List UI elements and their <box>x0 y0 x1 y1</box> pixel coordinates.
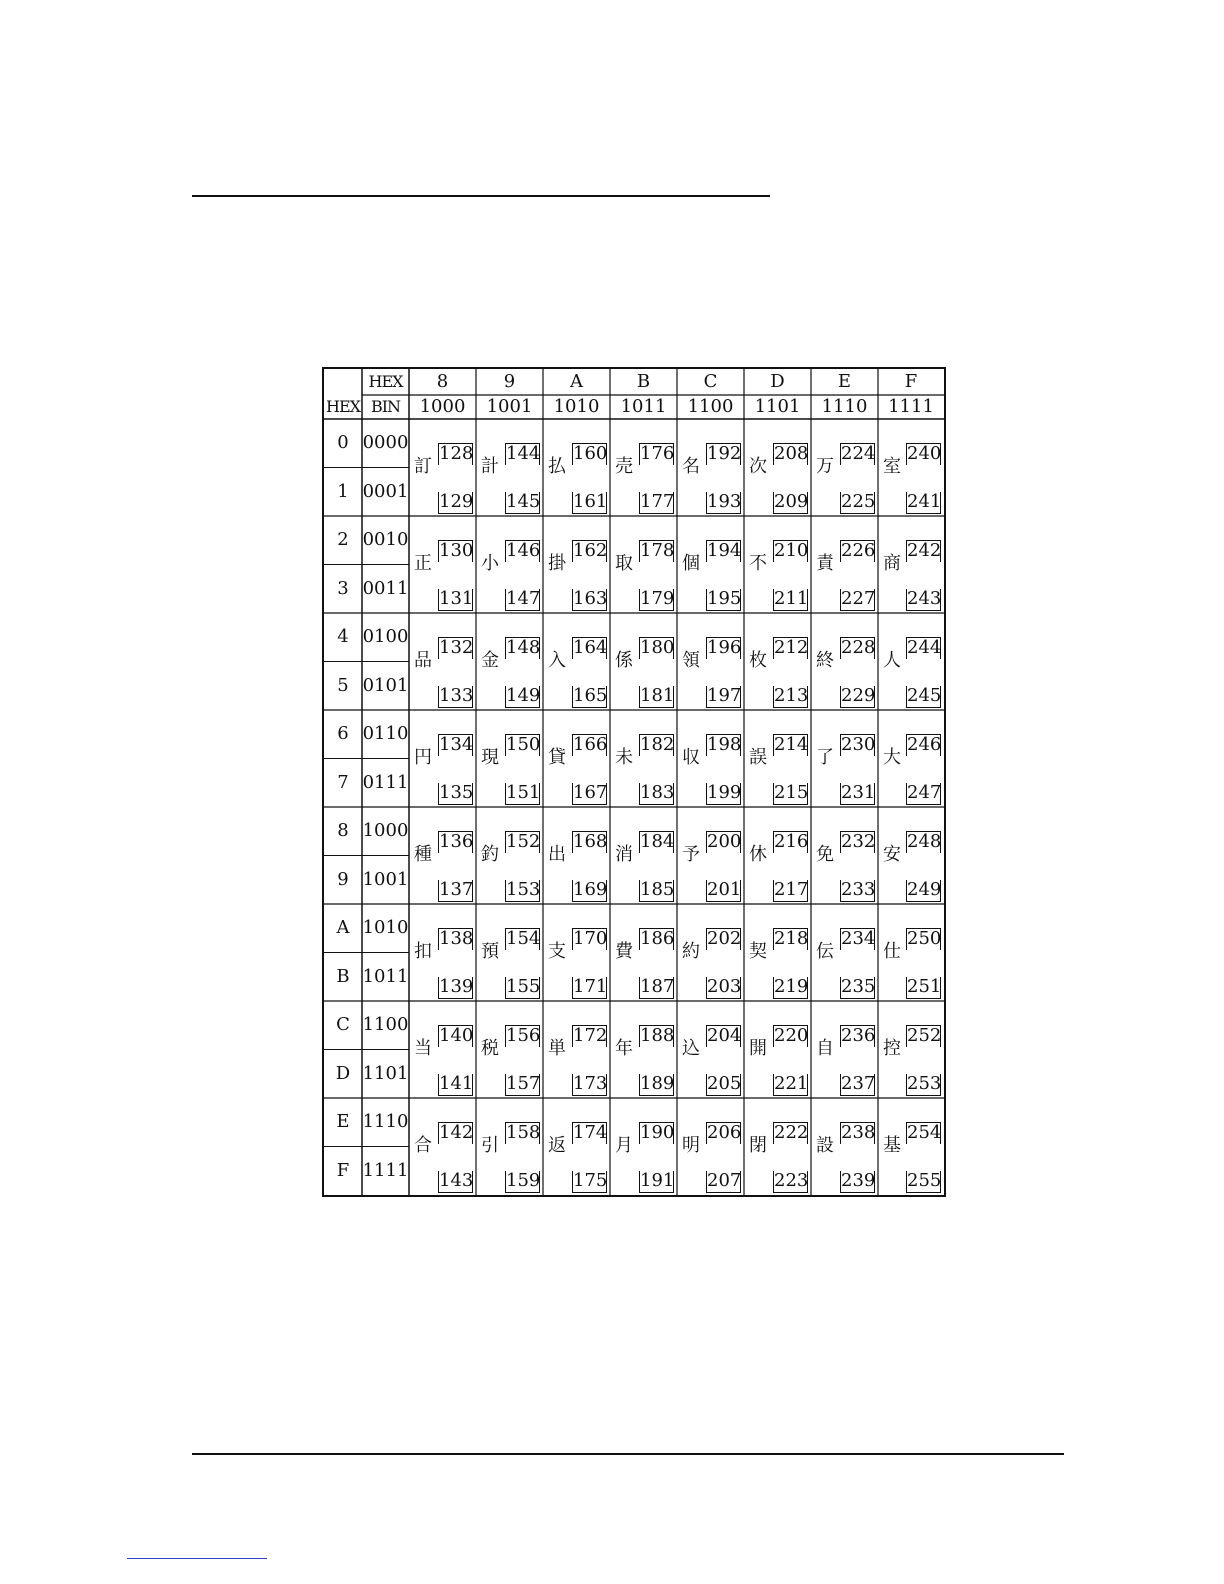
row-bin-label: 0000 <box>362 432 409 453</box>
code-box-lower: 237 <box>841 1073 876 1094</box>
code-box-lower: 145 <box>506 491 541 512</box>
code-box-lower: 175 <box>573 1170 608 1191</box>
kanji-glyph: 当 <box>414 1038 432 1059</box>
kanji-glyph: 入 <box>548 650 566 671</box>
code-box-lower: 153 <box>506 879 541 900</box>
column-hex-label: C <box>703 371 718 392</box>
kanji-glyph: 約 <box>682 941 700 962</box>
code-box-upper: 134 <box>439 734 474 755</box>
kanji-glyph: 訂 <box>414 456 432 477</box>
column-bin-label: 1010 <box>553 396 600 417</box>
code-box-upper: 212 <box>774 637 809 658</box>
code-box-lower: 207 <box>707 1170 742 1191</box>
code-box-lower: 193 <box>707 491 742 512</box>
kanji-glyph: 収 <box>682 747 700 768</box>
code-box-lower: 171 <box>573 976 608 997</box>
code-box-upper: 236 <box>841 1025 876 1046</box>
code-box-upper: 164 <box>573 637 608 658</box>
column-bin-label: 1110 <box>821 396 868 417</box>
row-hex-label: F <box>336 1159 350 1181</box>
row-hex-label: 7 <box>337 771 349 793</box>
code-box-upper: 214 <box>774 734 809 755</box>
column-bin-label: 1100 <box>687 396 734 417</box>
row-hex-label: 1 <box>337 480 349 502</box>
code-box-lower: 211 <box>774 588 809 609</box>
column-bin-label: 1000 <box>419 396 466 417</box>
code-box-lower: 173 <box>573 1073 608 1094</box>
code-box-lower: 249 <box>907 879 942 900</box>
kanji-glyph: 取 <box>615 553 633 574</box>
code-box-lower: 243 <box>907 588 942 609</box>
top-rule <box>192 195 770 197</box>
code-box-lower: 165 <box>573 685 608 706</box>
code-box-upper: 208 <box>774 443 809 464</box>
code-box-upper: 194 <box>707 540 742 561</box>
kanji-glyph: 基 <box>883 1135 901 1156</box>
code-box-lower: 253 <box>907 1073 942 1094</box>
code-box-lower: 233 <box>841 879 876 900</box>
kanji-glyph: 貸 <box>548 747 566 768</box>
code-box-lower: 215 <box>774 782 809 803</box>
code-box-lower: 203 <box>707 976 742 997</box>
column-hex-label: B <box>636 371 651 392</box>
code-box-lower: 239 <box>841 1170 876 1191</box>
kanji-glyph: 次 <box>749 456 767 477</box>
kanji-glyph: 領 <box>682 650 700 671</box>
code-box-upper: 204 <box>707 1025 742 1046</box>
row-hex-label: E <box>336 1111 350 1132</box>
kanji-glyph: 安 <box>883 844 901 865</box>
kanji-glyph: 返 <box>548 1135 566 1156</box>
row-hex-label: 5 <box>337 674 349 696</box>
column-hex-label: A <box>570 371 583 392</box>
row-bin-label: 0011 <box>362 577 409 599</box>
code-box-upper: 254 <box>907 1122 942 1143</box>
kanji-glyph: 控 <box>883 1038 901 1059</box>
kanji-glyph: 未 <box>615 747 633 768</box>
code-box-lower: 177 <box>640 491 675 512</box>
code-box-lower: 157 <box>506 1073 541 1094</box>
code-box-upper: 248 <box>907 831 942 852</box>
kanji-glyph: 釣 <box>481 844 499 865</box>
code-box-upper: 156 <box>506 1025 541 1046</box>
code-box-lower: 151 <box>506 782 541 803</box>
row-hex-label: 4 <box>337 626 349 647</box>
code-box-lower: 229 <box>841 685 876 706</box>
code-box-lower: 195 <box>707 588 742 609</box>
code-box-upper: 130 <box>439 540 474 561</box>
code-box-lower: 209 <box>774 491 809 512</box>
kanji-glyph: 円 <box>414 747 432 768</box>
code-box-upper: 176 <box>640 443 675 464</box>
row-bin-label: 0100 <box>362 626 409 647</box>
code-box-lower: 213 <box>774 685 809 706</box>
code-box-lower: 223 <box>774 1170 809 1191</box>
code-box-upper: 190 <box>640 1122 675 1143</box>
column-bin-label: 1011 <box>620 396 667 417</box>
code-box-upper: 142 <box>439 1122 474 1143</box>
kanji-glyph: 契 <box>749 941 767 962</box>
row-bin-label: 0101 <box>362 674 409 696</box>
code-box-lower: 137 <box>439 879 474 900</box>
row-bin-label: 1101 <box>362 1062 409 1084</box>
code-box-lower: 141 <box>439 1073 474 1094</box>
code-box-upper: 202 <box>707 928 742 949</box>
code-box-lower: 167 <box>573 782 608 803</box>
code-box-lower: 197 <box>707 685 742 706</box>
row-hex-label: 8 <box>337 820 349 841</box>
code-box-upper: 238 <box>841 1122 876 1143</box>
row-bin-label: 0001 <box>362 480 409 502</box>
code-box-upper: 136 <box>439 831 474 852</box>
code-box-upper: 160 <box>573 443 608 464</box>
code-box-upper: 218 <box>774 928 809 949</box>
row-hex-label: 2 <box>337 529 349 550</box>
column-bin-label: 1001 <box>486 396 533 417</box>
code-box-lower: 187 <box>640 976 675 997</box>
row-bin-label: 1001 <box>362 868 409 890</box>
code-box-lower: 191 <box>640 1170 675 1191</box>
code-box-lower: 135 <box>439 782 474 803</box>
kanji-glyph: 誤 <box>749 747 767 768</box>
code-box-lower: 133 <box>439 685 474 706</box>
code-box-upper: 174 <box>573 1122 608 1143</box>
code-box-lower: 251 <box>907 976 942 997</box>
code-box-lower: 221 <box>774 1073 809 1094</box>
code-box-lower: 181 <box>640 685 675 706</box>
code-box-upper: 180 <box>640 637 675 658</box>
bottom-rule <box>192 1453 1064 1455</box>
row-bin-label: 1100 <box>362 1014 409 1035</box>
code-box-lower: 161 <box>573 491 608 512</box>
code-box-lower: 129 <box>439 491 474 512</box>
code-box-lower: 163 <box>573 588 608 609</box>
column-bin-label: 1101 <box>754 396 801 417</box>
code-box-upper: 246 <box>907 734 942 755</box>
kanji-glyph: 責 <box>816 553 834 574</box>
column-hex-label: 9 <box>503 371 516 392</box>
code-box-lower: 245 <box>907 685 942 706</box>
code-box-upper: 158 <box>506 1122 541 1143</box>
kanji-glyph: 合 <box>414 1135 432 1156</box>
kanji-glyph: 閉 <box>749 1135 767 1156</box>
column-bin-label: 1111 <box>888 396 934 417</box>
kanji-glyph: 種 <box>414 844 432 865</box>
kanji-glyph: 月 <box>615 1135 633 1156</box>
code-box-upper: 224 <box>841 443 876 464</box>
kanji-glyph: 大 <box>883 747 901 768</box>
row-hex-label: 0 <box>337 432 349 453</box>
code-box-lower: 227 <box>841 588 876 609</box>
kanji-glyph: 設 <box>816 1135 834 1156</box>
code-box-lower: 185 <box>640 879 675 900</box>
code-box-lower: 231 <box>841 782 876 803</box>
row-bin-label: 1111 <box>362 1159 409 1181</box>
code-box-upper: 128 <box>439 443 474 464</box>
code-box-lower: 189 <box>640 1073 675 1094</box>
kanji-glyph: 現 <box>481 747 499 768</box>
kanji-glyph: 商 <box>883 553 901 574</box>
code-box-upper: 184 <box>640 831 675 852</box>
code-box-lower: 225 <box>841 491 876 512</box>
row-bin-label: 0111 <box>362 771 409 793</box>
code-box-upper: 228 <box>841 637 876 658</box>
column-hex-label: D <box>770 371 785 392</box>
row-hex-label: D <box>335 1062 351 1084</box>
row-hex-header: HEX <box>325 397 361 416</box>
kanji-glyph: 出 <box>548 844 566 865</box>
kanji-glyph: 品 <box>414 650 432 671</box>
row-hex-label: C <box>336 1014 350 1035</box>
code-box-upper: 168 <box>573 831 608 852</box>
code-box-lower: 143 <box>439 1170 474 1191</box>
code-box-lower: 201 <box>707 879 742 900</box>
kanji-glyph: 枚 <box>749 650 767 671</box>
code-box-lower: 179 <box>640 588 675 609</box>
kanji-glyph: 小 <box>481 553 499 574</box>
code-box-upper: 140 <box>439 1025 474 1046</box>
code-box-upper: 220 <box>774 1025 809 1046</box>
kanji-glyph: 不 <box>749 553 767 574</box>
kanji-glyph: 払 <box>548 456 566 477</box>
kanji-glyph: 売 <box>615 456 633 477</box>
code-box-lower: 169 <box>573 879 608 900</box>
code-box-lower: 139 <box>439 976 474 997</box>
kanji-glyph: 自 <box>816 1038 834 1059</box>
kanji-glyph: 正 <box>414 553 432 574</box>
row-bin-label: 1010 <box>362 917 409 938</box>
kanji-glyph: 免 <box>816 844 834 865</box>
code-box-upper: 242 <box>907 540 942 561</box>
code-box-upper: 210 <box>774 540 809 561</box>
code-box-upper: 188 <box>640 1025 675 1046</box>
kanji-glyph: 了 <box>816 747 834 768</box>
code-box-upper: 186 <box>640 928 675 949</box>
kanji-glyph: 預 <box>481 941 499 962</box>
code-box-lower: 241 <box>907 491 942 512</box>
row-bin-label: 0010 <box>362 529 409 550</box>
row-bin-label: 0110 <box>362 723 409 744</box>
code-box-lower: 219 <box>774 976 809 997</box>
code-box-lower: 247 <box>907 782 942 803</box>
row-hex-label: 3 <box>337 577 349 599</box>
code-box-upper: 172 <box>573 1025 608 1046</box>
code-box-upper: 148 <box>506 637 541 658</box>
code-box-upper: 206 <box>707 1122 742 1143</box>
kanji-glyph: 込 <box>682 1038 700 1059</box>
code-box-upper: 226 <box>841 540 876 561</box>
kanji-glyph: 費 <box>615 941 633 962</box>
kanji-glyph: 明 <box>682 1135 700 1156</box>
kanji-glyph: 金 <box>481 650 499 671</box>
code-box-upper: 154 <box>506 928 541 949</box>
code-box-upper: 178 <box>640 540 675 561</box>
kanji-glyph: 税 <box>481 1038 499 1059</box>
code-box-upper: 138 <box>439 928 474 949</box>
code-box-upper: 166 <box>573 734 608 755</box>
code-box-upper: 240 <box>907 443 942 464</box>
kanji-glyph: 人 <box>883 650 901 671</box>
corner-hex-label: HEX <box>368 372 403 391</box>
code-box-upper: 144 <box>506 443 541 464</box>
code-box-lower: 199 <box>707 782 742 803</box>
kanji-glyph: 年 <box>615 1038 633 1059</box>
code-box-upper: 182 <box>640 734 675 755</box>
footer-link-underline <box>127 1558 267 1559</box>
kanji-glyph: 万 <box>816 456 834 477</box>
code-box-upper: 146 <box>506 540 541 561</box>
row-bin-label: 1110 <box>362 1111 409 1132</box>
character-code-table <box>322 367 946 1197</box>
row-bin-header: BIN <box>370 397 401 416</box>
kanji-glyph: 係 <box>615 650 633 671</box>
code-box-upper: 252 <box>907 1025 942 1046</box>
kanji-glyph: 掛 <box>548 553 566 574</box>
row-bin-label: 1000 <box>362 820 409 841</box>
code-box-lower: 149 <box>506 685 541 706</box>
code-box-lower: 159 <box>506 1170 541 1191</box>
code-box-upper: 200 <box>707 831 742 852</box>
row-hex-label: 6 <box>337 723 349 744</box>
kanji-glyph: 個 <box>682 553 700 574</box>
row-hex-label: B <box>336 965 350 987</box>
code-box-upper: 192 <box>707 443 742 464</box>
row-bin-label: 1011 <box>362 965 409 987</box>
code-box-lower: 147 <box>506 588 541 609</box>
code-box-upper: 150 <box>506 734 541 755</box>
column-hex-label: E <box>837 371 852 392</box>
kanji-glyph: 仕 <box>883 941 901 962</box>
code-box-upper: 244 <box>907 637 942 658</box>
kanji-glyph: 引 <box>481 1135 499 1156</box>
code-box-lower: 183 <box>640 782 675 803</box>
code-box-upper: 234 <box>841 928 876 949</box>
code-box-lower: 235 <box>841 976 876 997</box>
code-box-upper: 132 <box>439 637 474 658</box>
kanji-glyph: 単 <box>548 1038 566 1059</box>
code-box-upper: 216 <box>774 831 809 852</box>
code-box-upper: 230 <box>841 734 876 755</box>
code-box-upper: 222 <box>774 1122 809 1143</box>
kanji-glyph: 名 <box>682 456 700 477</box>
kanji-glyph: 消 <box>615 844 633 865</box>
code-box-upper: 152 <box>506 831 541 852</box>
kanji-glyph: 室 <box>883 456 901 477</box>
code-box-upper: 198 <box>707 734 742 755</box>
column-hex-label: 8 <box>436 371 449 392</box>
code-box-lower: 255 <box>907 1170 942 1191</box>
kanji-glyph: 休 <box>749 844 767 865</box>
kanji-glyph: 開 <box>749 1038 767 1059</box>
row-hex-label: 9 <box>337 868 349 890</box>
code-box-lower: 131 <box>439 588 474 609</box>
column-hex-label: F <box>904 371 918 392</box>
kanji-glyph: 扣 <box>414 941 432 962</box>
kanji-glyph: 終 <box>816 650 834 671</box>
kanji-glyph: 支 <box>548 941 566 962</box>
code-box-upper: 162 <box>573 540 608 561</box>
code-box-lower: 155 <box>506 976 541 997</box>
code-box-upper: 232 <box>841 831 876 852</box>
code-box-upper: 196 <box>707 637 742 658</box>
code-box-lower: 205 <box>707 1073 742 1094</box>
kanji-glyph: 計 <box>481 456 499 477</box>
kanji-glyph: 伝 <box>816 941 834 962</box>
row-hex-label: A <box>336 917 350 938</box>
code-box-upper: 250 <box>907 928 942 949</box>
code-box-lower: 217 <box>774 879 809 900</box>
code-box-upper: 170 <box>573 928 608 949</box>
kanji-glyph: 予 <box>682 844 700 865</box>
